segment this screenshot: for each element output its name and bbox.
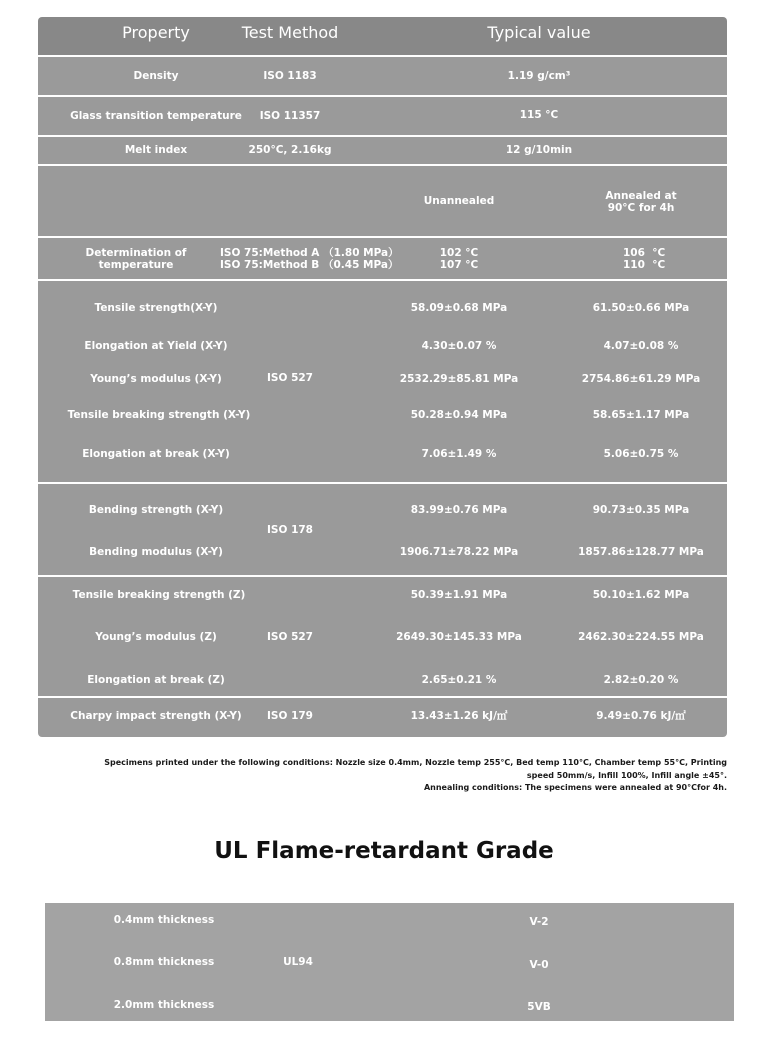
row-property: Elongation at Yield (X-Y) xyxy=(84,340,228,352)
hdt-method-line1: ISO 75:Method A （1.80 MPa） xyxy=(220,247,399,259)
ul-thickness: 0.4mm thickness xyxy=(113,914,215,926)
row-property: Young’s modulus (X-Y) xyxy=(90,373,222,385)
hdt-unannealed-line1: 102 °C xyxy=(439,247,479,259)
header-test-method: Test Method xyxy=(241,23,339,42)
hdt-unannealed-line2: 107 °C xyxy=(439,259,479,271)
row-annealed: 58.65±1.17 MPa xyxy=(592,409,690,421)
ul-method: UL94 xyxy=(283,956,313,968)
row-unannealed: 2649.30±145.33 MPa xyxy=(396,631,522,643)
header-typical-value: Typical value xyxy=(487,23,591,42)
row-annealed: 2754.86±61.29 MPa xyxy=(581,373,701,385)
row-annealed: 90.73±0.35 MPa xyxy=(592,504,690,516)
row-annealed: 5.06±0.75 % xyxy=(603,448,679,460)
table-row-melt-index xyxy=(38,137,727,164)
row-annealed: 4.07±0.08 % xyxy=(603,340,679,352)
row-unannealed: 7.06±1.49 % xyxy=(421,448,497,460)
row-property: Bending strength (X-Y) xyxy=(88,504,224,516)
row-annealed: 61.50±0.66 MPa xyxy=(592,302,690,314)
row-unannealed: 4.30±0.07 % xyxy=(421,340,497,352)
row-property: Elongation at break (X-Y) xyxy=(82,448,230,460)
row-unannealed: 83.99±0.76 MPa xyxy=(410,504,508,516)
group-method: ISO 527 xyxy=(267,631,313,643)
table-row-charpy xyxy=(38,698,727,737)
ul-grade: V-0 xyxy=(529,959,549,971)
notes-line2: speed 50mm/s, Infill 100%, Infill angle ±45°. xyxy=(526,770,727,780)
table-header-row xyxy=(38,17,727,55)
ul-thickness: 2.0mm thickness xyxy=(113,999,215,1011)
row-unannealed: 13.43±1.26 kJ/㎡ xyxy=(410,710,508,722)
row-property: Tensile strength(X-Y) xyxy=(94,302,218,314)
test-conditions-notes xyxy=(87,757,727,795)
row-unannealed: 1906.71±78.22 MPa xyxy=(399,546,519,558)
ul-thickness: 0.8mm thickness xyxy=(113,956,215,968)
notes-line3: Annealing conditions: The specimens were annealed at 90°Cfor 4h. xyxy=(423,783,727,793)
hdt-method-line2: ISO 75:Method B （0.45 MPa） xyxy=(220,259,399,271)
row-unannealed: 50.39±1.91 MPa xyxy=(410,589,508,601)
ul-grade: 5VB xyxy=(527,1001,551,1013)
row-property: Elongation at break (Z) xyxy=(87,674,225,686)
subheader-annealed-line2: 90°C for 4h xyxy=(607,202,675,214)
row-property: Tensile breaking strength (Z) xyxy=(72,589,246,601)
tensile-xy-group xyxy=(38,281,727,482)
group-method: ISO 178 xyxy=(267,524,313,536)
row-property: Glass transition temperature xyxy=(70,110,242,122)
group-method: ISO 527 xyxy=(267,372,313,384)
table-row-heat-deflection xyxy=(38,238,727,279)
row-annealed: 2.82±0.20 % xyxy=(603,674,679,686)
annealing-subheader-row xyxy=(38,166,727,236)
row-unannealed: 2532.29±85.81 MPa xyxy=(399,373,519,385)
hdt-property-line1: Determination of xyxy=(85,247,187,259)
ul-grade: V-2 xyxy=(529,916,549,928)
row-annealed: 1857.86±128.77 MPa xyxy=(578,546,704,558)
hdt-annealed-line2: 110 °C xyxy=(623,259,666,271)
header-property: Property xyxy=(122,23,190,42)
row-property: Young’s modulus (Z) xyxy=(95,631,217,643)
row-property: Melt index xyxy=(124,144,188,156)
row-method: ISO 1183 xyxy=(263,70,317,82)
subheader-annealed-line1: Annealed at xyxy=(605,190,677,202)
row-unannealed: 58.09±0.68 MPa xyxy=(410,302,508,314)
row-unannealed: 50.28±0.94 MPa xyxy=(410,409,508,421)
subheader-unannealed: Unannealed xyxy=(423,195,495,207)
row-value: 115 °C xyxy=(519,109,559,121)
row-value: 12 g/10min xyxy=(505,144,573,156)
row-method: 250°C, 2.16kg xyxy=(248,144,332,156)
ul-flame-table xyxy=(45,903,734,1021)
table-row-density xyxy=(38,57,727,95)
row-annealed: 50.10±1.62 MPa xyxy=(592,589,690,601)
hdt-annealed-line1: 106 °C xyxy=(623,247,666,259)
bending-xy-group xyxy=(38,484,727,575)
notes-line1: Specimens printed under the following conditions: Nozzle size 0.4mm, Nozzle temp 255°C, Bed temp 110°C, Chamber temp 55°C, Printing xyxy=(104,758,727,767)
row-property: Density xyxy=(133,70,179,82)
row-property: Tensile breaking strength (X-Y) xyxy=(67,409,251,421)
row-annealed: 9.49±0.76 kJ/㎡ xyxy=(596,710,686,722)
tensile-z-group xyxy=(38,577,727,696)
hdt-property-line2: temperature xyxy=(98,259,174,271)
table-row-glass-transition xyxy=(38,97,727,135)
row-method: ISO 11357 xyxy=(259,110,321,122)
row-property: Bending modulus (X-Y) xyxy=(89,546,223,558)
row-unannealed: 2.65±0.21 % xyxy=(421,674,497,686)
row-annealed: 2462.30±224.55 MPa xyxy=(578,631,704,643)
ul-section-title: UL Flame-retardant Grade xyxy=(214,838,554,864)
row-value: 1.19 g/cm³ xyxy=(507,70,571,82)
row-method: ISO 179 xyxy=(267,710,313,722)
row-property: Charpy impact strength (X-Y) xyxy=(70,710,242,722)
